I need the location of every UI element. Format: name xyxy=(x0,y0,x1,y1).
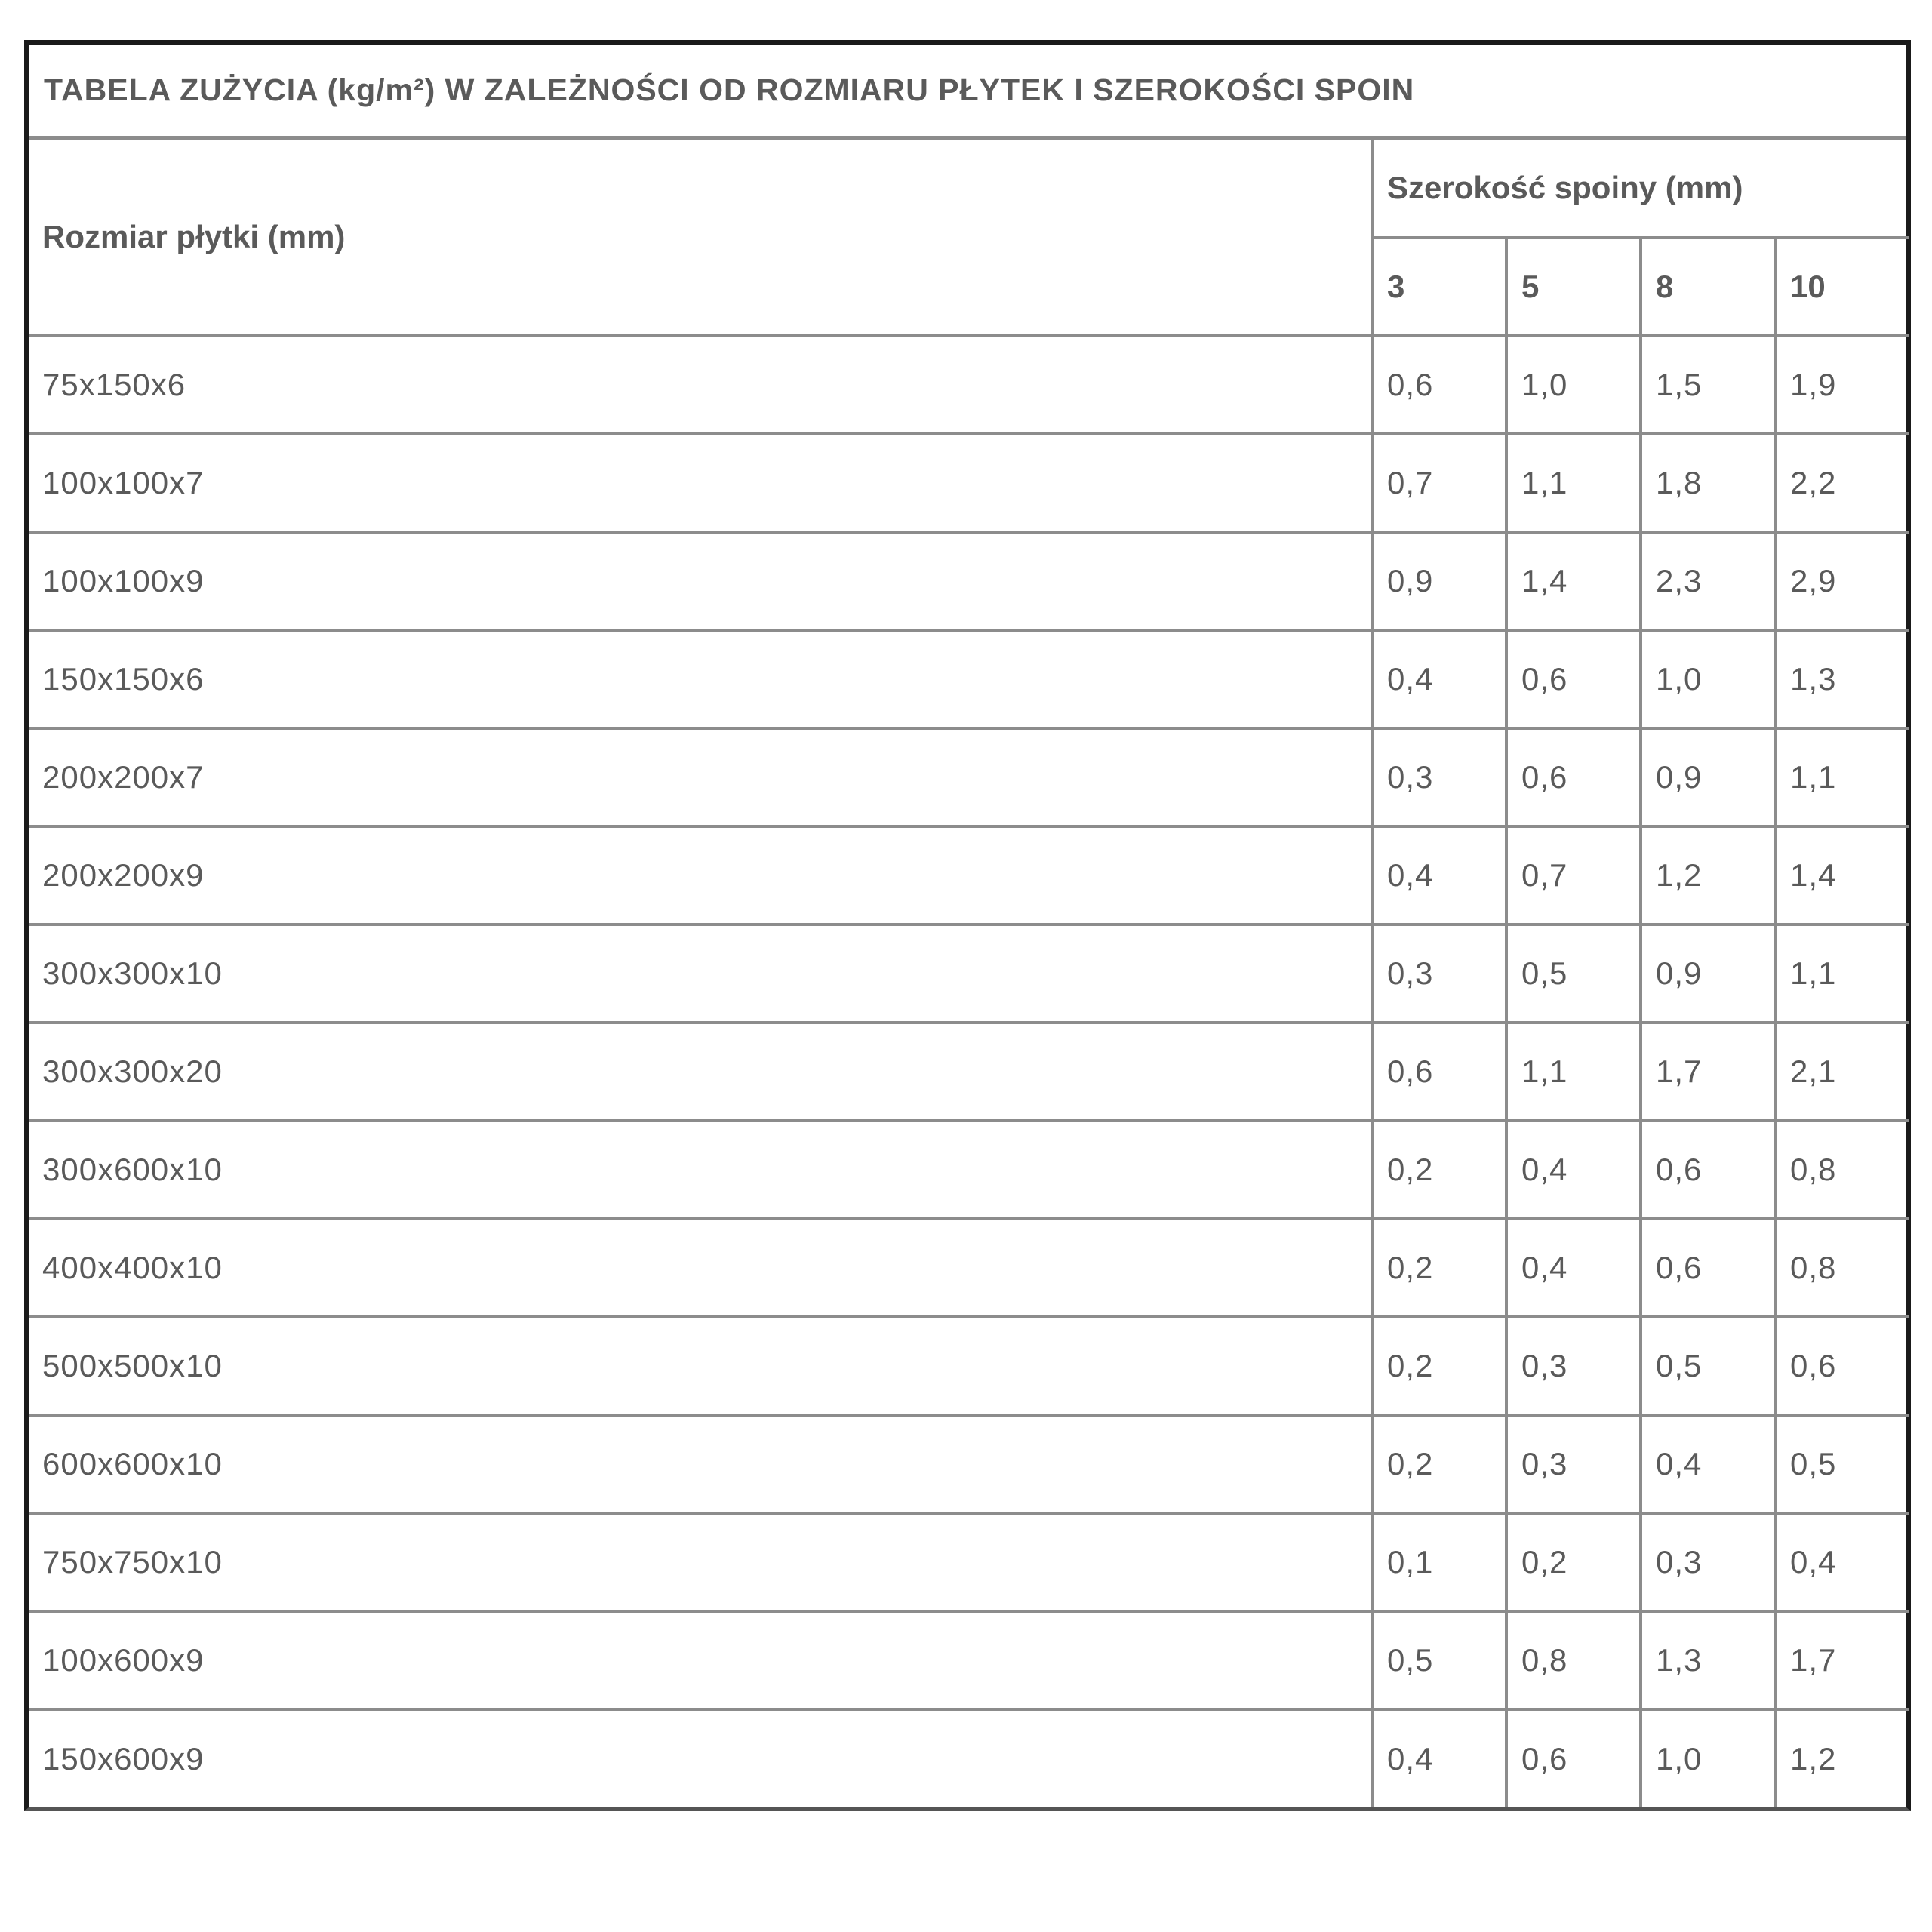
consumption-value-cell: 0,4 xyxy=(1506,1121,1641,1219)
consumption-value-cell: 1,4 xyxy=(1506,532,1641,630)
consumption-value-cell: 1,4 xyxy=(1775,826,1909,924)
consumption-value-cell: 0,3 xyxy=(1641,1513,1775,1611)
tile-size-cell: 300x600x10 xyxy=(29,1121,1372,1219)
joint-width-5: 5 xyxy=(1506,238,1641,336)
table-header xyxy=(29,140,1909,336)
table-row xyxy=(29,924,1909,1023)
table-row xyxy=(29,630,1909,728)
table-row xyxy=(29,532,1909,630)
consumption-value-cell: 1,7 xyxy=(1775,1611,1909,1709)
table-row xyxy=(29,434,1909,532)
consumption-value-cell: 0,2 xyxy=(1372,1317,1506,1415)
consumption-value-cell: 1,0 xyxy=(1641,1709,1775,1807)
table-row xyxy=(29,1611,1909,1709)
consumption-value-cell: 0,4 xyxy=(1775,1513,1909,1611)
tile-size-cell: 75x150x6 xyxy=(29,336,1372,434)
table-row xyxy=(29,1513,1909,1611)
consumption-value-cell: 0,1 xyxy=(1372,1513,1506,1611)
consumption-value-cell: 0,4 xyxy=(1372,1709,1506,1807)
consumption-value-cell: 0,9 xyxy=(1641,728,1775,826)
table-body xyxy=(29,336,1909,1807)
consumption-value-cell: 1,2 xyxy=(1641,826,1775,924)
consumption-value-cell: 1,3 xyxy=(1641,1611,1775,1709)
tile-size-cell: 200x200x7 xyxy=(29,728,1372,826)
consumption-grid xyxy=(29,140,1909,1807)
table-row xyxy=(29,1121,1909,1219)
tile-size-cell: 300x300x10 xyxy=(29,924,1372,1023)
consumption-value-cell: 1,0 xyxy=(1641,630,1775,728)
consumption-value-cell: 0,8 xyxy=(1775,1121,1909,1219)
consumption-value-cell: 0,6 xyxy=(1775,1317,1909,1415)
joint-width-header: Szerokość spoiny (mm) xyxy=(1372,140,1909,238)
consumption-value-cell: 0,5 xyxy=(1506,924,1641,1023)
consumption-value-cell: 0,3 xyxy=(1372,924,1506,1023)
consumption-value-cell: 1,1 xyxy=(1506,434,1641,532)
consumption-value-cell: 0,7 xyxy=(1506,826,1641,924)
consumption-value-cell: 1,5 xyxy=(1641,336,1775,434)
consumption-value-cell: 0,4 xyxy=(1506,1219,1641,1317)
consumption-value-cell: 1,9 xyxy=(1775,336,1909,434)
consumption-table xyxy=(24,40,1911,1811)
consumption-value-cell: 0,5 xyxy=(1372,1611,1506,1709)
consumption-value-cell: 0,6 xyxy=(1506,630,1641,728)
consumption-value-cell: 0,4 xyxy=(1372,630,1506,728)
table-row xyxy=(29,826,1909,924)
table-row xyxy=(29,1415,1909,1513)
tile-size-cell: 300x300x20 xyxy=(29,1023,1372,1121)
consumption-value-cell: 0,5 xyxy=(1775,1415,1909,1513)
consumption-value-cell: 0,7 xyxy=(1372,434,1506,532)
consumption-value-cell: 2,2 xyxy=(1775,434,1909,532)
consumption-value-cell: 0,9 xyxy=(1641,924,1775,1023)
table-row xyxy=(29,1219,1909,1317)
consumption-value-cell: 1,2 xyxy=(1775,1709,1909,1807)
consumption-value-cell: 0,2 xyxy=(1372,1219,1506,1317)
tile-size-cell: 150x150x6 xyxy=(29,630,1372,728)
consumption-value-cell: 0,2 xyxy=(1372,1415,1506,1513)
joint-width-10: 10 xyxy=(1775,238,1909,336)
consumption-value-cell: 1,1 xyxy=(1775,924,1909,1023)
consumption-value-cell: 0,8 xyxy=(1775,1219,1909,1317)
consumption-value-cell: 1,0 xyxy=(1506,336,1641,434)
table-row xyxy=(29,728,1909,826)
table-row xyxy=(29,1709,1909,1807)
consumption-value-cell: 0,3 xyxy=(1506,1317,1641,1415)
tile-size-cell: 200x200x9 xyxy=(29,826,1372,924)
consumption-value-cell: 1,7 xyxy=(1641,1023,1775,1121)
table-row xyxy=(29,1023,1909,1121)
tile-size-cell: 100x600x9 xyxy=(29,1611,1372,1709)
consumption-value-cell: 2,3 xyxy=(1641,532,1775,630)
consumption-value-cell: 0,3 xyxy=(1506,1415,1641,1513)
tile-size-cell: 100x100x7 xyxy=(29,434,1372,532)
table-row xyxy=(29,336,1909,434)
tile-size-header: Rozmiar płytki (mm) xyxy=(29,140,1372,336)
header-row-1 xyxy=(29,140,1909,238)
consumption-value-cell: 0,4 xyxy=(1372,826,1506,924)
consumption-value-cell: 0,6 xyxy=(1372,336,1506,434)
tile-size-cell: 150x600x9 xyxy=(29,1709,1372,1807)
tile-size-cell: 500x500x10 xyxy=(29,1317,1372,1415)
tile-size-cell: 100x100x9 xyxy=(29,532,1372,630)
consumption-value-cell: 0,5 xyxy=(1641,1317,1775,1415)
consumption-value-cell: 0,6 xyxy=(1506,728,1641,826)
table-row xyxy=(29,1317,1909,1415)
consumption-value-cell: 0,6 xyxy=(1641,1121,1775,1219)
consumption-value-cell: 1,8 xyxy=(1641,434,1775,532)
consumption-value-cell: 2,1 xyxy=(1775,1023,1909,1121)
joint-width-3: 3 xyxy=(1372,238,1506,336)
consumption-value-cell: 0,6 xyxy=(1506,1709,1641,1807)
consumption-value-cell: 0,2 xyxy=(1372,1121,1506,1219)
consumption-value-cell: 0,2 xyxy=(1506,1513,1641,1611)
consumption-value-cell: 1,1 xyxy=(1506,1023,1641,1121)
consumption-value-cell: 0,3 xyxy=(1372,728,1506,826)
consumption-value-cell: 1,3 xyxy=(1775,630,1909,728)
consumption-value-cell: 0,4 xyxy=(1641,1415,1775,1513)
consumption-value-cell: 0,9 xyxy=(1372,532,1506,630)
joint-width-8: 8 xyxy=(1641,238,1775,336)
consumption-value-cell: 0,6 xyxy=(1641,1219,1775,1317)
consumption-value-cell: 0,8 xyxy=(1506,1611,1641,1709)
tile-size-cell: 600x600x10 xyxy=(29,1415,1372,1513)
table-caption: TABELA ZUŻYCIA (kg/m²) W ZALEŻNOŚCI OD ROZMIARU PŁYTEK I SZEROKOŚCI SPOIN xyxy=(29,45,1906,140)
consumption-value-cell: 0,6 xyxy=(1372,1023,1506,1121)
tile-size-cell: 400x400x10 xyxy=(29,1219,1372,1317)
consumption-value-cell: 1,1 xyxy=(1775,728,1909,826)
tile-size-cell: 750x750x10 xyxy=(29,1513,1372,1611)
consumption-value-cell: 2,9 xyxy=(1775,532,1909,630)
